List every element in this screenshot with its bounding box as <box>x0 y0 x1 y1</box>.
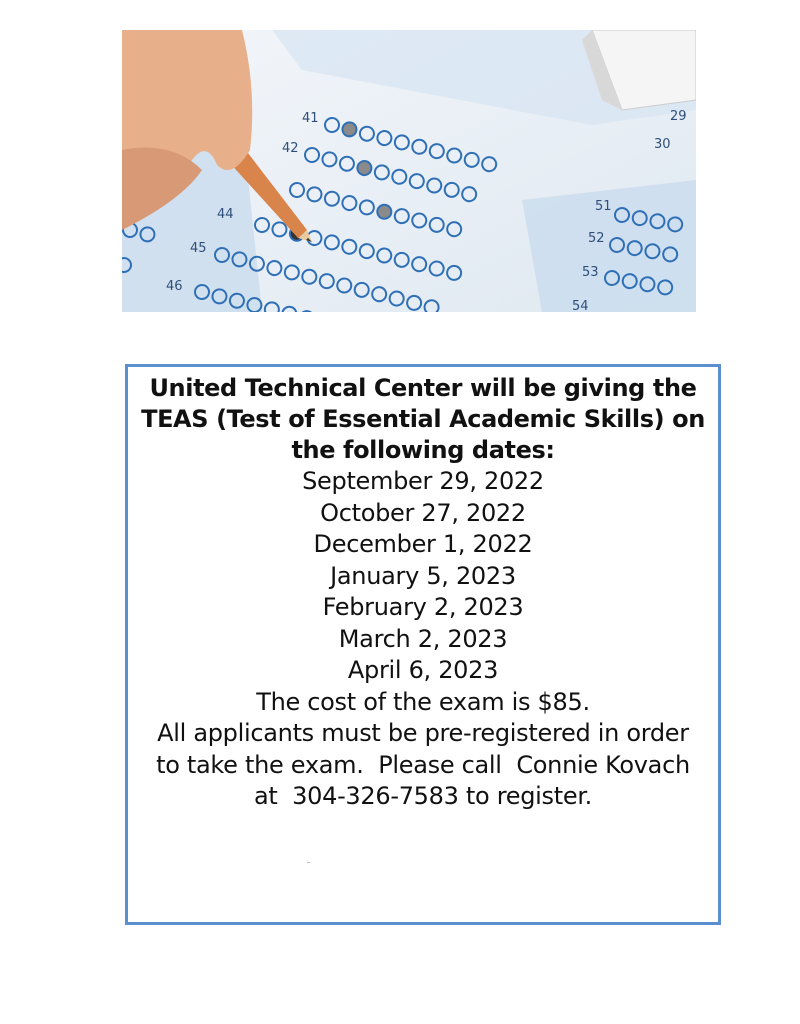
exam-date: March 2, 2023 <box>338 624 508 653</box>
question-number-29: 29 <box>670 109 687 124</box>
exam-date: December 1, 2022 <box>313 530 533 558</box>
question-number-30: 30 <box>654 137 671 152</box>
stray-mark <box>307 862 310 863</box>
heading-line: the following dates: <box>291 436 555 464</box>
cost-line: The cost of the exam is $85. <box>256 687 590 716</box>
exam-details <box>134 687 712 813</box>
question-number-41: 41 <box>302 111 319 126</box>
question-number-45: 45 <box>190 241 207 256</box>
question-number-46: 46 <box>166 279 183 294</box>
exam-date: October 27, 2022 <box>320 498 526 527</box>
question-number-53: 53 <box>582 265 599 280</box>
exam-date: September 29, 2022 <box>302 467 544 495</box>
question-number-44: 44 <box>217 207 234 222</box>
question-number-52: 52 <box>588 231 605 246</box>
notice-heading <box>138 373 708 466</box>
exam-notice-box <box>125 364 721 925</box>
exam-date: January 5, 2023 <box>330 561 516 590</box>
heading-line: TEAS (Test of Essential Academic Skills) on <box>141 405 705 433</box>
exam-dates-list <box>128 466 718 687</box>
registration-line: All applicants must be pre-registered in order <box>157 719 689 747</box>
question-number-51: 51 <box>595 199 612 214</box>
registration-line: at 304-326-7583 to register. <box>253 782 593 810</box>
exam-date: February 2, 2023 <box>322 593 524 621</box>
question-number-42: 42 <box>282 141 299 156</box>
question-number-54: 54 <box>572 299 589 312</box>
heading-line: United Technical Center will be giving the <box>149 374 697 402</box>
answer-sheet-photo <box>122 30 696 312</box>
registration-line: to take the exam. Please call Connie Kovach <box>156 750 690 779</box>
answer-sheet-illustration <box>122 30 696 312</box>
exam-date: April 6, 2023 <box>347 656 499 684</box>
